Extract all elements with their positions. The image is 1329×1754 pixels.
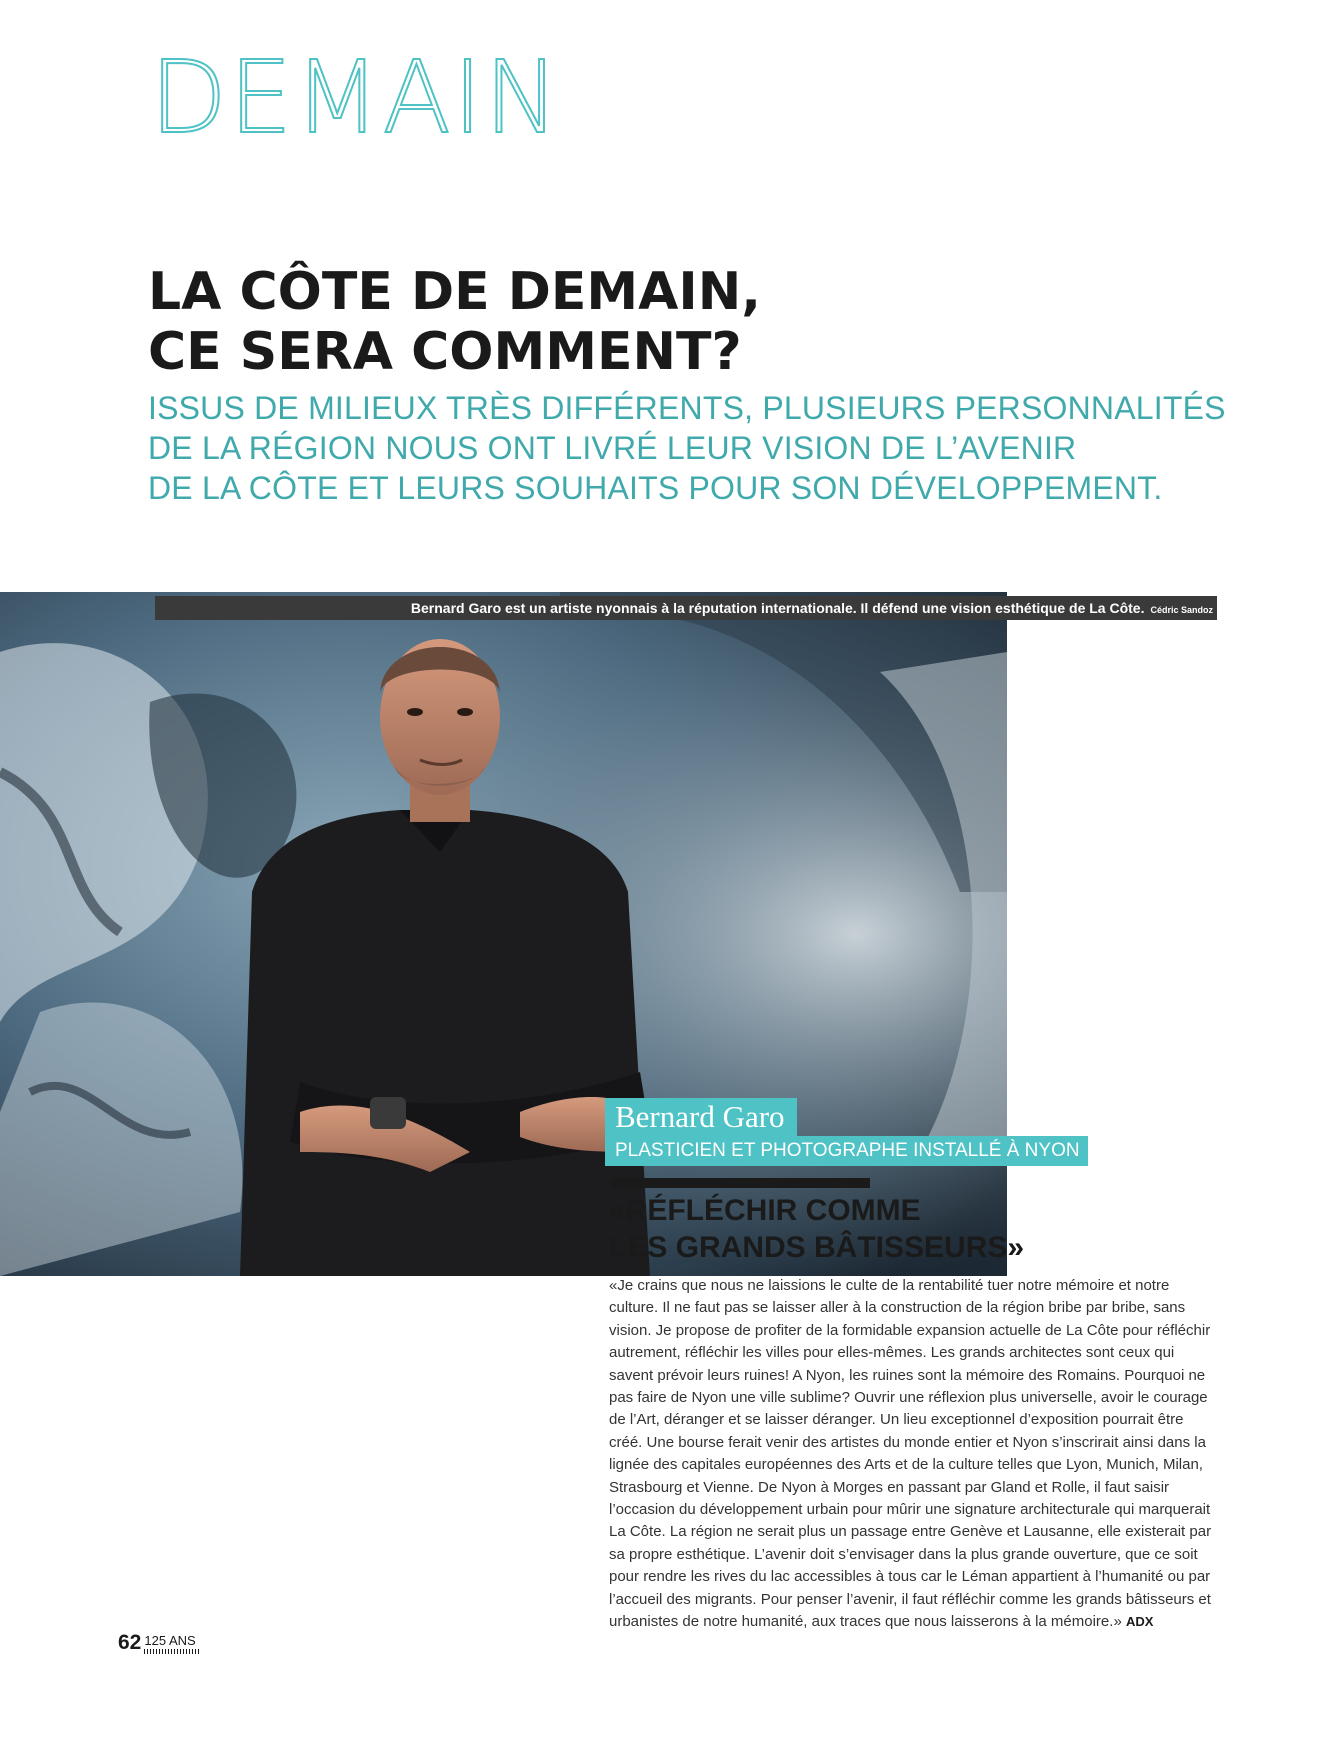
article-lede (148, 388, 1226, 508)
lede-line-1: ISSUS DE MILIEUX TRÈS DIFFÉRENTS, PLUSIEURS PERSONNALITÉS (148, 390, 1226, 426)
profile-name: Bernard Garo (605, 1098, 797, 1136)
photo-credit: Cédric Sandoz (1150, 605, 1213, 615)
ruler-ticks (144, 1649, 199, 1654)
quote-title-line-2: LES GRANDS BÂTISSEURS» (609, 1231, 1025, 1264)
publication-mark (144, 1634, 199, 1654)
page-footer (118, 1632, 199, 1654)
page-number: 62 (118, 1631, 142, 1654)
quote-body-text: «Je crains que nous ne laissions le culte de la rentabilité tuer notre mémoire et notre culture. Il ne faut pas se laisser aller à la construction de la région bribe par bribe, sans vision. Je propose de profiter de la formidable expansion actuelle de La Côte pour réfléchir autrement, réfléchir les villes pour elles-mêmes. Les grands architectes sont ceux qui savent prévoir leurs ruines! A Nyon, les ruines sont la mémoire des Romains. Pourquoi ne pas faire de Nyon une ville sublime? Ouvrir une réflexion plus universelle, avoir le courage de l’Art, déranger et se laisser déranger. Un lieu exceptionnel d’exposition pourrait être créé. Une bourse ferait venir des artistes du monde entier et Nyon s’inscrirait ainsi dans la lignée des capitales européennes des Arts et de la culture telles que Lyon, Munich, Milan, Strasbourg et Vienne. De Nyon à Morges en passant par Gland et Rolle, il faut saisir l’occasion du développement urbain pour mûrir une signature architecturale qui marquerait La Côte. La région ne serait plus un passage entre Genève et Lausanne, elle existerait par sa propre esthétique. L’avenir doit s’envisager dans la plus grande ouverture, que ce soit pour rendre les rives du lac accessibles à tous car le Léman appartient à l’humanité ou par l’accueil des migrants. Pour penser l’avenir, il faut réfléchir comme les grands bâtisseurs et urbanistes de notre humanité, aux traces que nous laisserons à la mémoire.» (609, 1277, 1212, 1631)
quote-divider (611, 1178, 870, 1188)
photo-caption (155, 596, 1217, 620)
article-headline (148, 262, 761, 382)
profile-role: PLASTICIEN ET PHOTOGRAPHE INSTALLÉ À NYON (605, 1136, 1088, 1166)
headline-line-1: LA CÔTE DE DEMAIN, (148, 262, 762, 322)
publication-label: 125 ANS (144, 1633, 196, 1648)
quote-title (609, 1192, 1024, 1266)
section-title: DEMAIN (150, 39, 562, 156)
caption-text: Bernard Garo est un artiste nyonnais à la réputation internationale. Il défend une vision esthétique de La Côte. (410, 600, 1145, 616)
author-initials: ADX (1125, 1614, 1154, 1630)
quote-body (609, 1275, 1219, 1634)
lede-line-3: DE LA CÔTE ET LEURS SOUHAITS POUR SON DÉVELOPPEMENT. (148, 470, 1163, 506)
headline-line-2: CE SERA COMMENT? (148, 322, 742, 382)
portrait-photo (0, 592, 1007, 1276)
lede-line-2: DE LA RÉGION NOUS ONT LIVRÉ LEUR VISION DE L’AVENIR (148, 430, 1077, 466)
profile-block (605, 1098, 1088, 1166)
quote-title-line-1: «RÉFLÉCHIR COMME (609, 1194, 921, 1227)
